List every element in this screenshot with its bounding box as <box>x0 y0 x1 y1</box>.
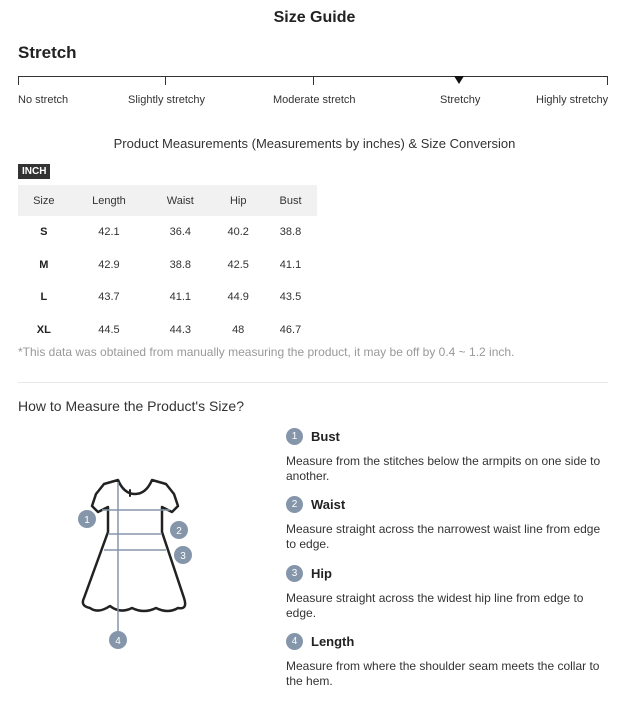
length-cell: 42.1 <box>98 226 120 239</box>
size-cell: M <box>39 258 49 271</box>
size-cell: S <box>40 226 48 239</box>
table-row <box>18 216 317 249</box>
column-header: Hip <box>212 185 264 216</box>
hip-cell: 42.5 <box>227 258 249 271</box>
how-to-heading: How to Measure the Product's Size? <box>18 398 245 414</box>
svg-text:2: 2 <box>176 526 182 537</box>
stretch-tick <box>165 76 166 85</box>
step-description: Measure straight across the widest hip line from edge to edge. <box>286 591 584 620</box>
column-header: Length <box>70 185 149 216</box>
dress-bodice-outline <box>83 480 185 611</box>
waist-cell: 36.4 <box>169 226 192 239</box>
step-title: Waist <box>311 496 346 512</box>
svg-text:4: 4 <box>115 636 121 647</box>
length-cell: 42.9 <box>98 258 120 271</box>
table-row <box>18 281 317 314</box>
bust-cell: 43.5 <box>279 291 302 304</box>
bust-cell: 38.8 <box>279 226 302 239</box>
hip-cell: 48 <box>232 323 245 336</box>
table-row <box>18 249 317 282</box>
dress-diagram <box>74 472 198 652</box>
size-cell: XL <box>36 323 51 336</box>
column-header: Size <box>18 185 70 216</box>
bust-cell: 46.7 <box>279 323 302 336</box>
hip-cell: 40.2 <box>227 226 249 239</box>
instruction-length <box>286 632 608 689</box>
stretch-tick <box>18 76 19 85</box>
waist-cell: 41.1 <box>169 291 192 304</box>
unit-badge: INCH <box>18 164 50 179</box>
instruction-hip <box>286 564 608 621</box>
step-number-badge: 1 <box>286 428 303 445</box>
step-description: Measure straight across the narrowest waist line from edge to edge. <box>286 522 601 551</box>
waist-cell: 38.8 <box>169 258 192 271</box>
svg-text:1: 1 <box>84 515 90 526</box>
instruction-bust <box>286 427 608 484</box>
stretch-level-stretchy: Stretchy <box>440 94 481 106</box>
stretch-selected-marker <box>454 76 464 84</box>
step-title: Bust <box>311 428 340 444</box>
stretch-level-slight: Slightly stretchy <box>128 94 206 106</box>
column-header: Waist <box>148 185 212 216</box>
stretch-level-high: Highly stretchy <box>536 94 609 106</box>
bust-cell: 41.1 <box>279 258 302 271</box>
measurements-caption: Product Measurements (Measurements by inches) & Size Conversion <box>113 136 516 151</box>
step-description: Measure from the stitches below the armpits on one side to another. <box>286 454 601 483</box>
step-number-badge: 4 <box>286 633 303 650</box>
length-cell: 43.7 <box>98 291 120 304</box>
stretch-heading: Stretch <box>18 43 77 62</box>
table-row <box>18 314 317 347</box>
step-number-badge: 3 <box>286 565 303 582</box>
stretch-tick <box>607 76 608 85</box>
instruction-waist <box>286 495 608 552</box>
svg-text:3: 3 <box>180 551 186 562</box>
length-cell: 44.5 <box>98 323 120 336</box>
page-title: Size Guide <box>273 9 356 26</box>
column-header: Bust <box>264 185 317 216</box>
size-table <box>18 185 317 346</box>
measurement-note: *This data was obtained from manually measuring the product, it may be off by 0.4 ~ 1.2 inch. <box>18 345 515 359</box>
step-description: Measure from where the shoulder seam meets the collar to the hem. <box>286 659 600 688</box>
size-cell: L <box>40 291 48 304</box>
marker-2 <box>170 521 188 539</box>
hip-cell: 44.9 <box>227 291 249 304</box>
stretch-level-none: No stretch <box>18 94 69 106</box>
step-number-badge: 2 <box>286 496 303 513</box>
stretch-tick <box>313 76 314 85</box>
step-title: Hip <box>311 565 332 581</box>
marker-1 <box>78 510 96 528</box>
marker-3 <box>174 546 192 564</box>
step-title: Length <box>311 633 355 649</box>
marker-4 <box>109 631 127 649</box>
table-header-row <box>18 185 317 216</box>
stretch-level-moderate: Moderate stretch <box>273 94 356 106</box>
section-divider <box>18 382 608 383</box>
waist-cell: 44.3 <box>169 323 192 336</box>
